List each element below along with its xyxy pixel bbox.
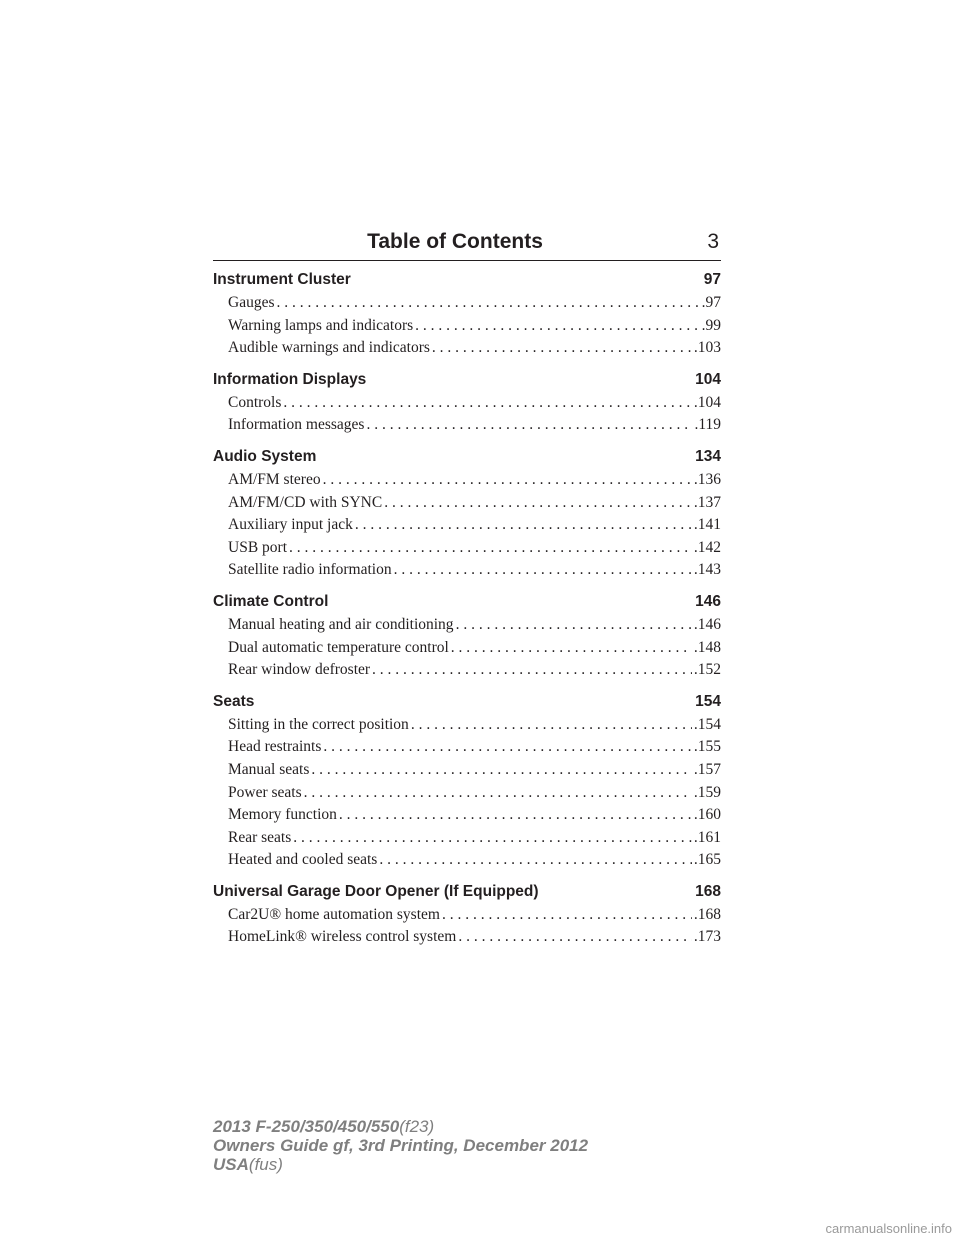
section-title: Climate Control — [213, 592, 329, 610]
toc-section — [213, 880, 721, 949]
dot-leader — [311, 759, 692, 782]
dot-leader — [355, 514, 692, 537]
section-title: Audio System — [213, 447, 317, 465]
toc-entry[interactable] — [213, 849, 721, 872]
entry-page: .119 — [694, 416, 721, 434]
dot-leader — [456, 614, 692, 637]
toc-entry[interactable] — [213, 414, 721, 437]
entry-label: Controls — [228, 393, 282, 411]
dot-leader — [442, 904, 692, 927]
entry-page: .97 — [701, 294, 721, 311]
entry-label: Heated and cooled seats — [228, 851, 378, 869]
entry-page: .165 — [693, 851, 721, 869]
dot-leader — [323, 736, 691, 759]
section-heading[interactable] — [213, 690, 721, 714]
entry-page: .160 — [693, 806, 721, 824]
entry-page: .143 — [693, 561, 721, 579]
toc-section — [213, 690, 721, 872]
entry-label: Head restraints — [228, 738, 322, 756]
dot-leader — [293, 827, 692, 850]
section-heading[interactable] — [213, 368, 721, 392]
dot-leader — [304, 782, 692, 805]
dot-leader — [323, 469, 692, 492]
entry-page: .155 — [693, 738, 721, 756]
toc-entry[interactable] — [213, 614, 721, 637]
entry-label: AM/FM/CD with SYNC — [228, 493, 383, 511]
toc-entry[interactable] — [213, 714, 721, 737]
entry-page: .157 — [693, 760, 721, 778]
section-title: Seats — [213, 692, 255, 710]
entry-label: HomeLink® wireless control system — [228, 928, 457, 946]
entry-page: .159 — [693, 783, 721, 801]
entry-page: .173 — [693, 928, 721, 946]
toc-entry[interactable] — [213, 392, 721, 415]
footer-model-code: (f23) — [399, 1117, 435, 1136]
footer-line-1 — [213, 1117, 588, 1136]
dot-leader — [458, 926, 692, 949]
entry-label: USB port — [228, 538, 287, 556]
footer-model: 2013 F-250/350/450/550 — [213, 1117, 400, 1136]
section-heading[interactable] — [213, 445, 721, 469]
page-header — [213, 230, 721, 261]
entry-label: Manual seats — [228, 760, 310, 778]
toc-entry[interactable] — [213, 637, 721, 660]
entry-label: Memory function — [228, 806, 337, 824]
toc-entry[interactable] — [213, 315, 721, 338]
toc-entry[interactable] — [213, 514, 721, 537]
page-title: Table of Contents — [367, 230, 543, 253]
watermark: carmanualsonline.info — [825, 1221, 952, 1236]
entry-page: .161 — [693, 828, 721, 846]
toc-section — [213, 590, 721, 682]
dot-leader — [411, 714, 692, 737]
toc-entry[interactable] — [213, 804, 721, 827]
toc-entry[interactable] — [213, 736, 721, 759]
dot-leader — [394, 559, 692, 582]
entry-label: Rear seats — [228, 828, 292, 846]
dot-leader — [379, 849, 692, 872]
section-page: 146 — [695, 592, 721, 610]
entry-page: .146 — [693, 615, 721, 633]
dot-leader — [384, 492, 692, 515]
entry-label: Audible warnings and indicators — [228, 339, 430, 357]
entry-page: .168 — [693, 905, 721, 923]
entry-page: .137 — [693, 493, 721, 511]
entry-label: Manual heating and air conditioning — [228, 615, 454, 633]
toc-section — [213, 368, 721, 437]
toc-entry[interactable] — [213, 537, 721, 560]
entry-label: Rear window defroster — [228, 661, 371, 679]
section-page: 97 — [703, 271, 721, 288]
entry-page: .99 — [701, 316, 721, 334]
footer-market: USA — [213, 1155, 249, 1174]
dot-leader — [451, 637, 692, 660]
entry-page: .154 — [693, 715, 721, 733]
section-heading[interactable] — [213, 268, 721, 292]
dot-leader — [339, 804, 692, 827]
dot-leader — [372, 659, 692, 682]
entry-label: Dual automatic temperature control — [228, 638, 449, 656]
entry-page: .136 — [693, 470, 721, 488]
toc-entry[interactable] — [213, 782, 721, 805]
dot-leader — [366, 414, 692, 437]
entry-label: Information messages — [228, 416, 365, 434]
toc-section — [213, 445, 721, 582]
entry-label: Car2U® home automation system — [228, 905, 440, 923]
section-page: 134 — [695, 447, 721, 465]
toc-entry[interactable] — [213, 469, 721, 492]
entry-page: .141 — [693, 516, 721, 534]
toc-entry[interactable] — [213, 337, 721, 360]
toc-entry[interactable] — [213, 904, 721, 927]
entry-label: Sitting in the correct position — [228, 715, 409, 733]
footer-market-code: (fus) — [248, 1155, 283, 1174]
entry-label: Satellite radio information — [228, 561, 392, 579]
table-of-contents — [213, 268, 721, 957]
entry-label: Auxiliary input jack — [228, 516, 353, 534]
dot-leader — [283, 392, 691, 415]
section-heading[interactable] — [213, 590, 721, 614]
entry-page: .103 — [693, 339, 721, 357]
page-number: 3 — [707, 230, 719, 253]
entry-label: Power seats — [228, 783, 302, 801]
toc-entry[interactable] — [213, 659, 721, 682]
section-page: 154 — [695, 692, 721, 710]
dot-leader — [432, 337, 692, 360]
toc-entry[interactable] — [213, 926, 721, 949]
toc-entry[interactable] — [213, 492, 721, 515]
toc-entry[interactable] — [213, 559, 721, 582]
footer-line-3 — [213, 1155, 588, 1174]
section-page: 104 — [695, 370, 721, 388]
toc-entry[interactable] — [213, 292, 721, 315]
entry-page: .148 — [693, 638, 721, 656]
section-title: Universal Garage Door Opener (If Equipped) — [213, 882, 539, 900]
dot-leader — [277, 292, 700, 315]
footer-line-2: Owners Guide gf, 3rd Printing, December 2012 — [213, 1136, 589, 1155]
dot-leader — [289, 537, 692, 560]
entry-label: Gauges — [228, 294, 275, 311]
dot-leader — [415, 315, 699, 338]
toc-entry[interactable] — [213, 759, 721, 782]
section-title: Instrument Cluster — [213, 271, 351, 288]
section-title: Information Displays — [213, 370, 367, 388]
entry-page: .104 — [693, 393, 721, 411]
toc-section — [213, 268, 721, 360]
entry-page: .152 — [693, 661, 721, 679]
entry-label: AM/FM stereo — [228, 470, 321, 488]
entry-label: Warning lamps and indicators — [228, 316, 414, 334]
section-page: 168 — [695, 882, 721, 900]
toc-entry[interactable] — [213, 827, 721, 850]
document-footer — [213, 1117, 588, 1174]
entry-page: .142 — [693, 538, 721, 556]
section-heading[interactable] — [213, 880, 721, 904]
